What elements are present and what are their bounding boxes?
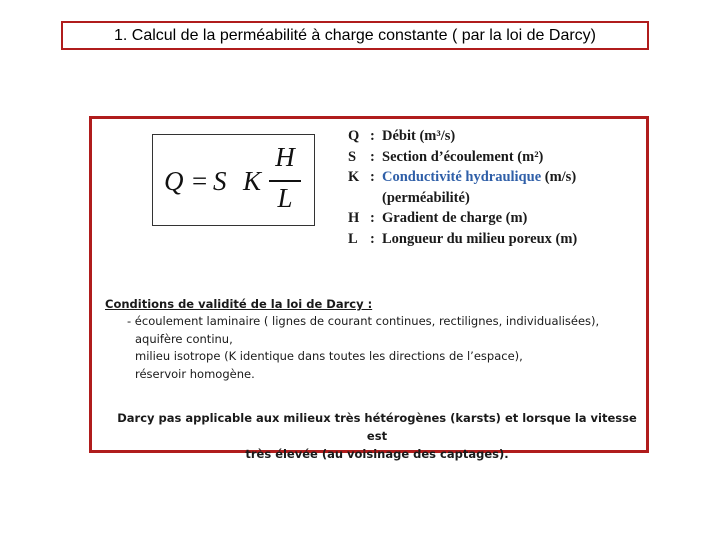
validity-conditions: [105, 295, 645, 383]
note-line: Darcy pas applicable aux milieux très hétérogènes (karsts) et lorsque la vitesse est: [117, 411, 637, 443]
legend-colon: :: [370, 230, 375, 247]
slide-title: 1. Calcul de la perméabilité à charge constante ( par la loi de Darcy): [61, 21, 649, 50]
legend-symbol: Q: [348, 128, 360, 144]
note-line: très élevée (au voisinage des captages).: [245, 447, 509, 461]
legend-row-h: [348, 208, 577, 229]
legend-text: Section d’écoulement (m²): [382, 148, 544, 165]
condition-line: aquifère continu,: [135, 331, 233, 346]
formula-s: S: [213, 166, 227, 196]
fraction-bar: [269, 180, 301, 182]
legend-colon: :: [370, 148, 375, 165]
legend-colon: :: [370, 169, 375, 185]
legend-symbol: H: [348, 210, 360, 226]
formula-equals: =: [192, 166, 208, 196]
formula-numerator: H: [275, 142, 295, 172]
legend-text: (m/s): [541, 169, 577, 185]
condition-line: réservoir homogène.: [135, 366, 255, 381]
legend-row-q: [348, 126, 577, 147]
legend-symbol: K: [348, 169, 360, 185]
legend-row-k-cont: [348, 188, 577, 209]
legend-text: Débit (m³/s): [382, 128, 456, 144]
legend-row-s: [348, 147, 577, 168]
formula-denominator: L: [277, 183, 293, 213]
variable-legend: [348, 126, 577, 249]
darcy-figure: [89, 116, 649, 461]
legend-highlight-text: Conductivité hydraulique: [382, 169, 542, 185]
condition-line: milieu isotrope (K identique dans toutes les directions de l’espace),: [135, 349, 523, 363]
legend-row-l: [348, 229, 577, 250]
legend-symbol: S: [348, 148, 357, 165]
legend-colon: :: [370, 210, 375, 226]
legend-colon: :: [370, 128, 375, 144]
applicability-note: [112, 409, 642, 463]
legend-text: Longueur du milieu poreux (m): [382, 230, 578, 247]
legend-row-k: [348, 167, 577, 188]
darcy-formula: [152, 134, 315, 226]
legend-text: Gradient de charge (m): [382, 210, 528, 226]
formula-k: K: [243, 166, 262, 196]
condition-line: - écoulement laminaire ( lignes de courant continues, rectilignes, individualisées),: [127, 314, 600, 328]
legend-text: (perméabilité): [382, 189, 470, 206]
formula-q: Q: [164, 166, 184, 196]
conditions-heading: Conditions de validité de la loi de Darcy :: [105, 297, 373, 311]
legend-symbol: L: [348, 230, 358, 247]
